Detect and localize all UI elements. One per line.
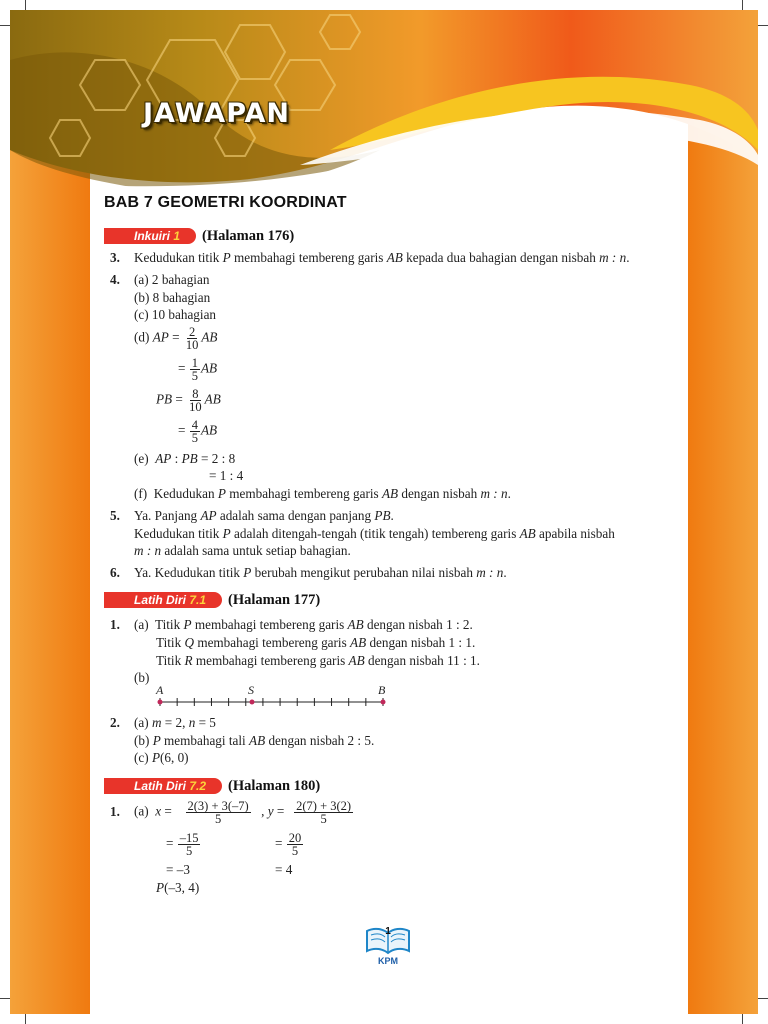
fraction: $\frac{20}{5}$ (288, 831, 302, 858)
section-tag-latih-diri-7-1 (104, 592, 320, 608)
answer-q4-d4: = $\frac{4}{5}$ AB (178, 418, 218, 445)
crop-mark (0, 998, 10, 999)
answer-q4-d1: (d) AP = $\frac{2}{10}$ AB (134, 325, 218, 352)
section-tag-label: Inkuiri 1 (104, 228, 196, 244)
answer-q5-line3: m : n adalah sama untuk setiap bahagian. (134, 543, 351, 558)
crop-mark (25, 1014, 26, 1024)
kpm-logo-text: KPM (378, 956, 398, 966)
answer-q5-line1: 5. Ya. Panjang AP adalah sama dengan panjang PB. (110, 508, 394, 523)
fraction: $\frac{2(3) + 3(-7)}{5}$ (187, 799, 249, 826)
answer-q4-c: (c) 10 bahagian (134, 307, 217, 322)
point-label-s: S (248, 683, 254, 697)
ld71-q1-b-label: (b) (134, 670, 150, 685)
point-label-b: B (378, 683, 386, 697)
section-tag-latih-diri-7-2 (104, 778, 320, 794)
fraction: $\frac{8}{10}$ (189, 387, 202, 414)
answer-q6: 6. Ya. Kedudukan titik P berubah mengikut perubahan nilai nisbah m : n. (110, 565, 507, 580)
page-header-title: JAWAPAN (143, 98, 290, 129)
ld71-q2-a: 2. (a) m = 2, n = 5 (110, 715, 216, 730)
answer-q3: 3. Kedudukan titik P membahagi tembereng garis AB kepada dua bahagian dengan nisbah m : n. (110, 250, 630, 265)
ld72-q1-line1: 1. (a) x = $\frac{2(3) + 3(-7)}{5}$ , y = $\frac{2(7) + 3(2)}{5}$ (110, 800, 360, 825)
crop-mark (758, 998, 768, 999)
crop-mark (758, 25, 768, 26)
answer-q4-a: 4. (a) 2 bahagian (110, 272, 210, 287)
crop-mark (742, 0, 743, 10)
section-page-ref: (Halaman 180) (228, 777, 321, 794)
answer-q4-f: (f) Kedudukan P membahagi tembereng garis AB dengan nisbah m : n. (134, 486, 511, 501)
ld71-q2-c: (c) P(6, 0) (134, 750, 189, 765)
fraction: $\frac{2}{10}$ (185, 325, 199, 352)
ld72-q1-line2: = $\frac{-15}{5}$ (166, 831, 199, 858)
section-tag-label: Latih Diri 7.2 (104, 778, 222, 794)
answer-q4-d2: = $\frac{1}{5}$ AB (178, 356, 218, 383)
chapter-title: BAB 7 GEOMETRI KOORDINAT (104, 194, 347, 211)
answer-q4-b: (b) 8 bahagian (134, 290, 211, 305)
section-tag-inkuiri (104, 228, 294, 244)
crop-mark (0, 25, 10, 26)
ld71-q2-b: (b) P membahagi tali AB dengan nisbah 2 : 5. (134, 733, 375, 748)
ld71-q1-a2: Titik Q membahagi tembereng garis AB dengan nisbah 1 : 1. (156, 635, 476, 650)
ld72-q1-result: P(–3, 4) (156, 880, 200, 895)
ld71-q1-a3: Titik R membahagi tembereng garis AB dengan nisbah 11 : 1. (156, 653, 480, 668)
ld72-q1-line3b: = 4 (275, 862, 293, 877)
fraction: $\frac{2(7) + 3(2)}{5}$ (296, 799, 352, 826)
crop-mark (25, 0, 26, 10)
kpm-logo (363, 921, 413, 967)
number-line-diagram (150, 682, 400, 712)
point-label-a: A (156, 683, 164, 697)
ld72-q1-line3: = –3 (166, 862, 190, 877)
section-page-ref: (Halaman 176) (202, 227, 295, 244)
ld72-q1-line2b: = $\frac{20}{5}$ (275, 831, 302, 858)
answer-q4-e1: (e) AP : PB = 2 : 8 (134, 451, 236, 466)
fraction: $\frac{-15}{5}$ (179, 831, 199, 858)
crop-mark (742, 1014, 743, 1024)
fraction: $\frac{4}{5}$ (191, 418, 198, 445)
page-number: 1 (385, 926, 391, 937)
ld71-q1-a1: 1. (a) Titik P membahagi tembereng garis AB dengan nisbah 1 : 2. (110, 617, 473, 632)
answer-q5-line2: Kedudukan titik P adalah ditengah-tengah (titik tengah) tembereng garis AB apabila nisbah (134, 526, 615, 541)
answer-q4-e2: = 1 : 4 (209, 468, 244, 483)
section-tag-label: Latih Diri 7.1 (104, 592, 222, 608)
fraction: $\frac{1}{5}$ (191, 356, 198, 383)
answer-q4-d3: PB = $\frac{8}{10}$ AB (156, 387, 221, 414)
section-page-ref: (Halaman 177) (228, 591, 321, 608)
